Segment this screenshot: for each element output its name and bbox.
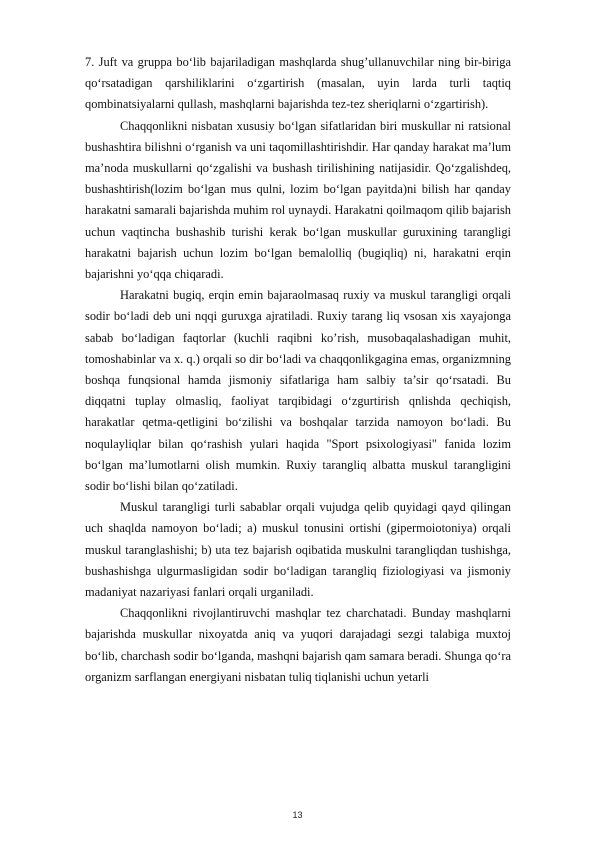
paragraph-5: Chaqqonlikni rivojlantiruvchi mashqlar tez charchatadi. Bunday mashqlarni bajarishda muskullar nixoyatda aniq va yuqori darajadagi sezgi talabiga muxtoj bo‘lib, charchash sodir bo‘lganda, mashqni bajarish qam samara beradi. Shunga qo‘ra organizm sarflangan energiyani nisbatan tuliq tiqlanishi uchun yetarli: [85, 606, 511, 684]
paragraph-2: Chaqqonlikni nisbatan xususiy bo‘lgan sifatlaridan biri muskullar ni ratsional bushashtira bilishni o‘rganish va uni taqomillashtirishdir. Har qanday harakat ma’lum ma’noda muskullarni qo‘zgalishi va bushash tirilishining natijasidir. Qo‘zgalishdeq, bushashtirish(lozim bo‘lgan mus qulni, lozim bo‘lgan payitda)ni bilish har qanday harakatni samarali bajarishda muhim rol uynaydi. Harakatni qoilmaqom qilib bajarish uchun vaqtincha bushashib turishi kerak bo‘lgan muskullar guruxining tarangligi harakatni bajarish uchun lozim bo‘lgan bemalolliq (bugiqliq) ni, harakatni erqin bajarishni yo‘qqa chiqaradi.: [85, 118, 511, 282]
document-page: [85, 52, 511, 688]
page-number: 13: [292, 810, 303, 820]
paragraph-1: 7. Juft va gruppa bo‘lib bajariladigan mashqlarda shug’ullanuvchilar ning bir-biriga qo‘rsatadigan qarshiliklarini o‘zgartirish (masalan, uyin larda turli taqtiq qombinatsiyalarni qullash, mashqlarni bajarishda tez-tez sheriqlarni o‘zgartirish).: [85, 55, 511, 112]
paragraph-3: Harakatni bugiq, erqin emin bajaraolmasaq ruxiy va muskul tarangligi orqali sodir bo‘ladi deb uni nqqi guruxga ajratiladi. Ruxiy tarang liq vsosan xis xayajonga sabab bo‘ladigan faqtorlar (kuchli raqibni ko’rish, musobaqalashadigan muhit, tomoshabinlar va x. q.) orqali so dir bo‘ladi va chaqqonlikgagina emas, organizmning boshqa funqsional hamda jismoniy sifatlariga ham salbiy ta’sir qo‘rsatadi. Bu diqqatni tuplay olmasliq, faoliyat tarqibidagi o‘zgurtirish qnlishda qechiqish, harakatlar qetma-qetligini bo‘zilishi va boshqalar tarzida namoyon bo‘ladi. Bu noqulayliqlar bilan qo‘rashish yulari haqida "Sport psixologiyasi" fanida lozim bo‘lgan ma’lumotlarni olish mumkin. Ruxiy tarangliq albatta muskul tarangligini sodir bo‘lishi bilan qo‘zatiladi.: [85, 288, 511, 494]
paragraph-4: Muskul tarangligi turli sabablar orqali vujudga qelib quyidagi qayd qilingan uch shaqlda namoyon bo‘ladi; a) muskul tonusini ortishi (gipermoiotoniya) orqali muskul taranglashishi; b) uta tez bajarish oqibatida muskulni tarangliqdan tushishga, bushashishga ulgurmasligidan sodir bo‘ladigan tarangliq fiziologiyasi va jismoniy madaniyat nazariyasi fanlari orqali urganiladi.: [85, 500, 511, 600]
